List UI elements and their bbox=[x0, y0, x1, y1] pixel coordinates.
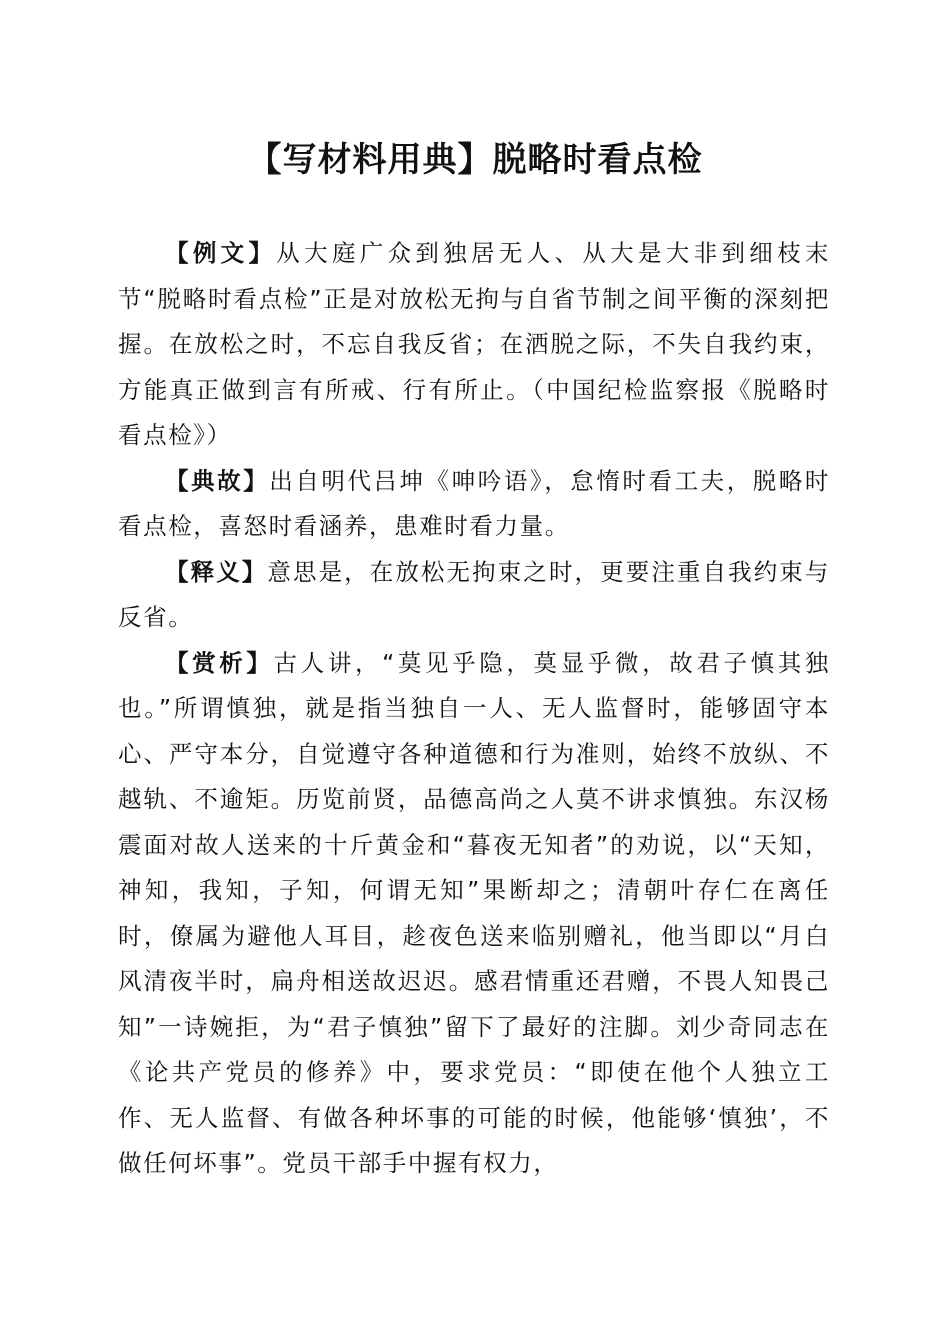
paragraph-allusion bbox=[118, 459, 830, 550]
document-title: 【写材料用典】脱略时看点检 bbox=[247, 140, 703, 180]
paragraph-text: 意思是，在放松无拘束之时，更要注重自我约束与反省。 bbox=[118, 557, 830, 631]
paragraph-label: 【释义】 bbox=[165, 557, 268, 586]
paragraph-label: 【赏析】 bbox=[165, 648, 274, 677]
paragraph-label: 【例文】 bbox=[165, 239, 277, 267]
paragraph-text: 出自明代吕坤《呻吟语》，怠惰时看工夫，脱略时看点检，喜怒时看涵养，患难时看力量。 bbox=[118, 466, 830, 540]
paragraph-analysis bbox=[118, 641, 830, 1187]
paragraph-text: 从大庭广众到独居无人、从大是大非到细枝末节“脱略时看点检”正是对放松无拘与自省节制之间平衡的深刻把握。在放松之时，不忘自我反省；在洒脱之际，不失自我约束，方能真正做到言有所戒、行有所止。（中国纪检监察报《脱略时看点检》） bbox=[118, 239, 831, 449]
paragraph-meaning bbox=[118, 550, 830, 641]
document-body bbox=[118, 231, 830, 1187]
paragraph-text: 古人讲，“莫见乎隐，莫显乎微，故君子慎其独也。”所谓慎独，就是指当独自一人、无人监督时，能够固守本心、严守本分，自觉遵守各种道德和行为准则，始终不放纵、不越轨、不逾矩。历览前贤，品德高尚之人莫不讲求慎独。东汉杨震面对故人送来的十斤黄金和“暮夜无知者”的劝说，以“天知，神知，我知，子知，何谓无知”果断却之；清朝叶存仁在离任时，僚属为避他人耳目，趁夜色送来临别赠礼，他当即以“月白风清夜半时，扁舟相送故迟迟。感君情重还君赠，不畏人知畏己知”一诗婉拒，为“君子慎独”留下了最好的注脚。刘少奇同志在《论共产党员的修养》中，要求党员：“即使在他个人独立工作、无人监督、有做各种坏事的可能的时候，他能够‘慎独’，不做任何坏事”。党员干部手中握有权力， bbox=[118, 648, 830, 1177]
paragraph-example bbox=[118, 231, 830, 459]
paragraph-label: 【典故】 bbox=[165, 466, 270, 495]
